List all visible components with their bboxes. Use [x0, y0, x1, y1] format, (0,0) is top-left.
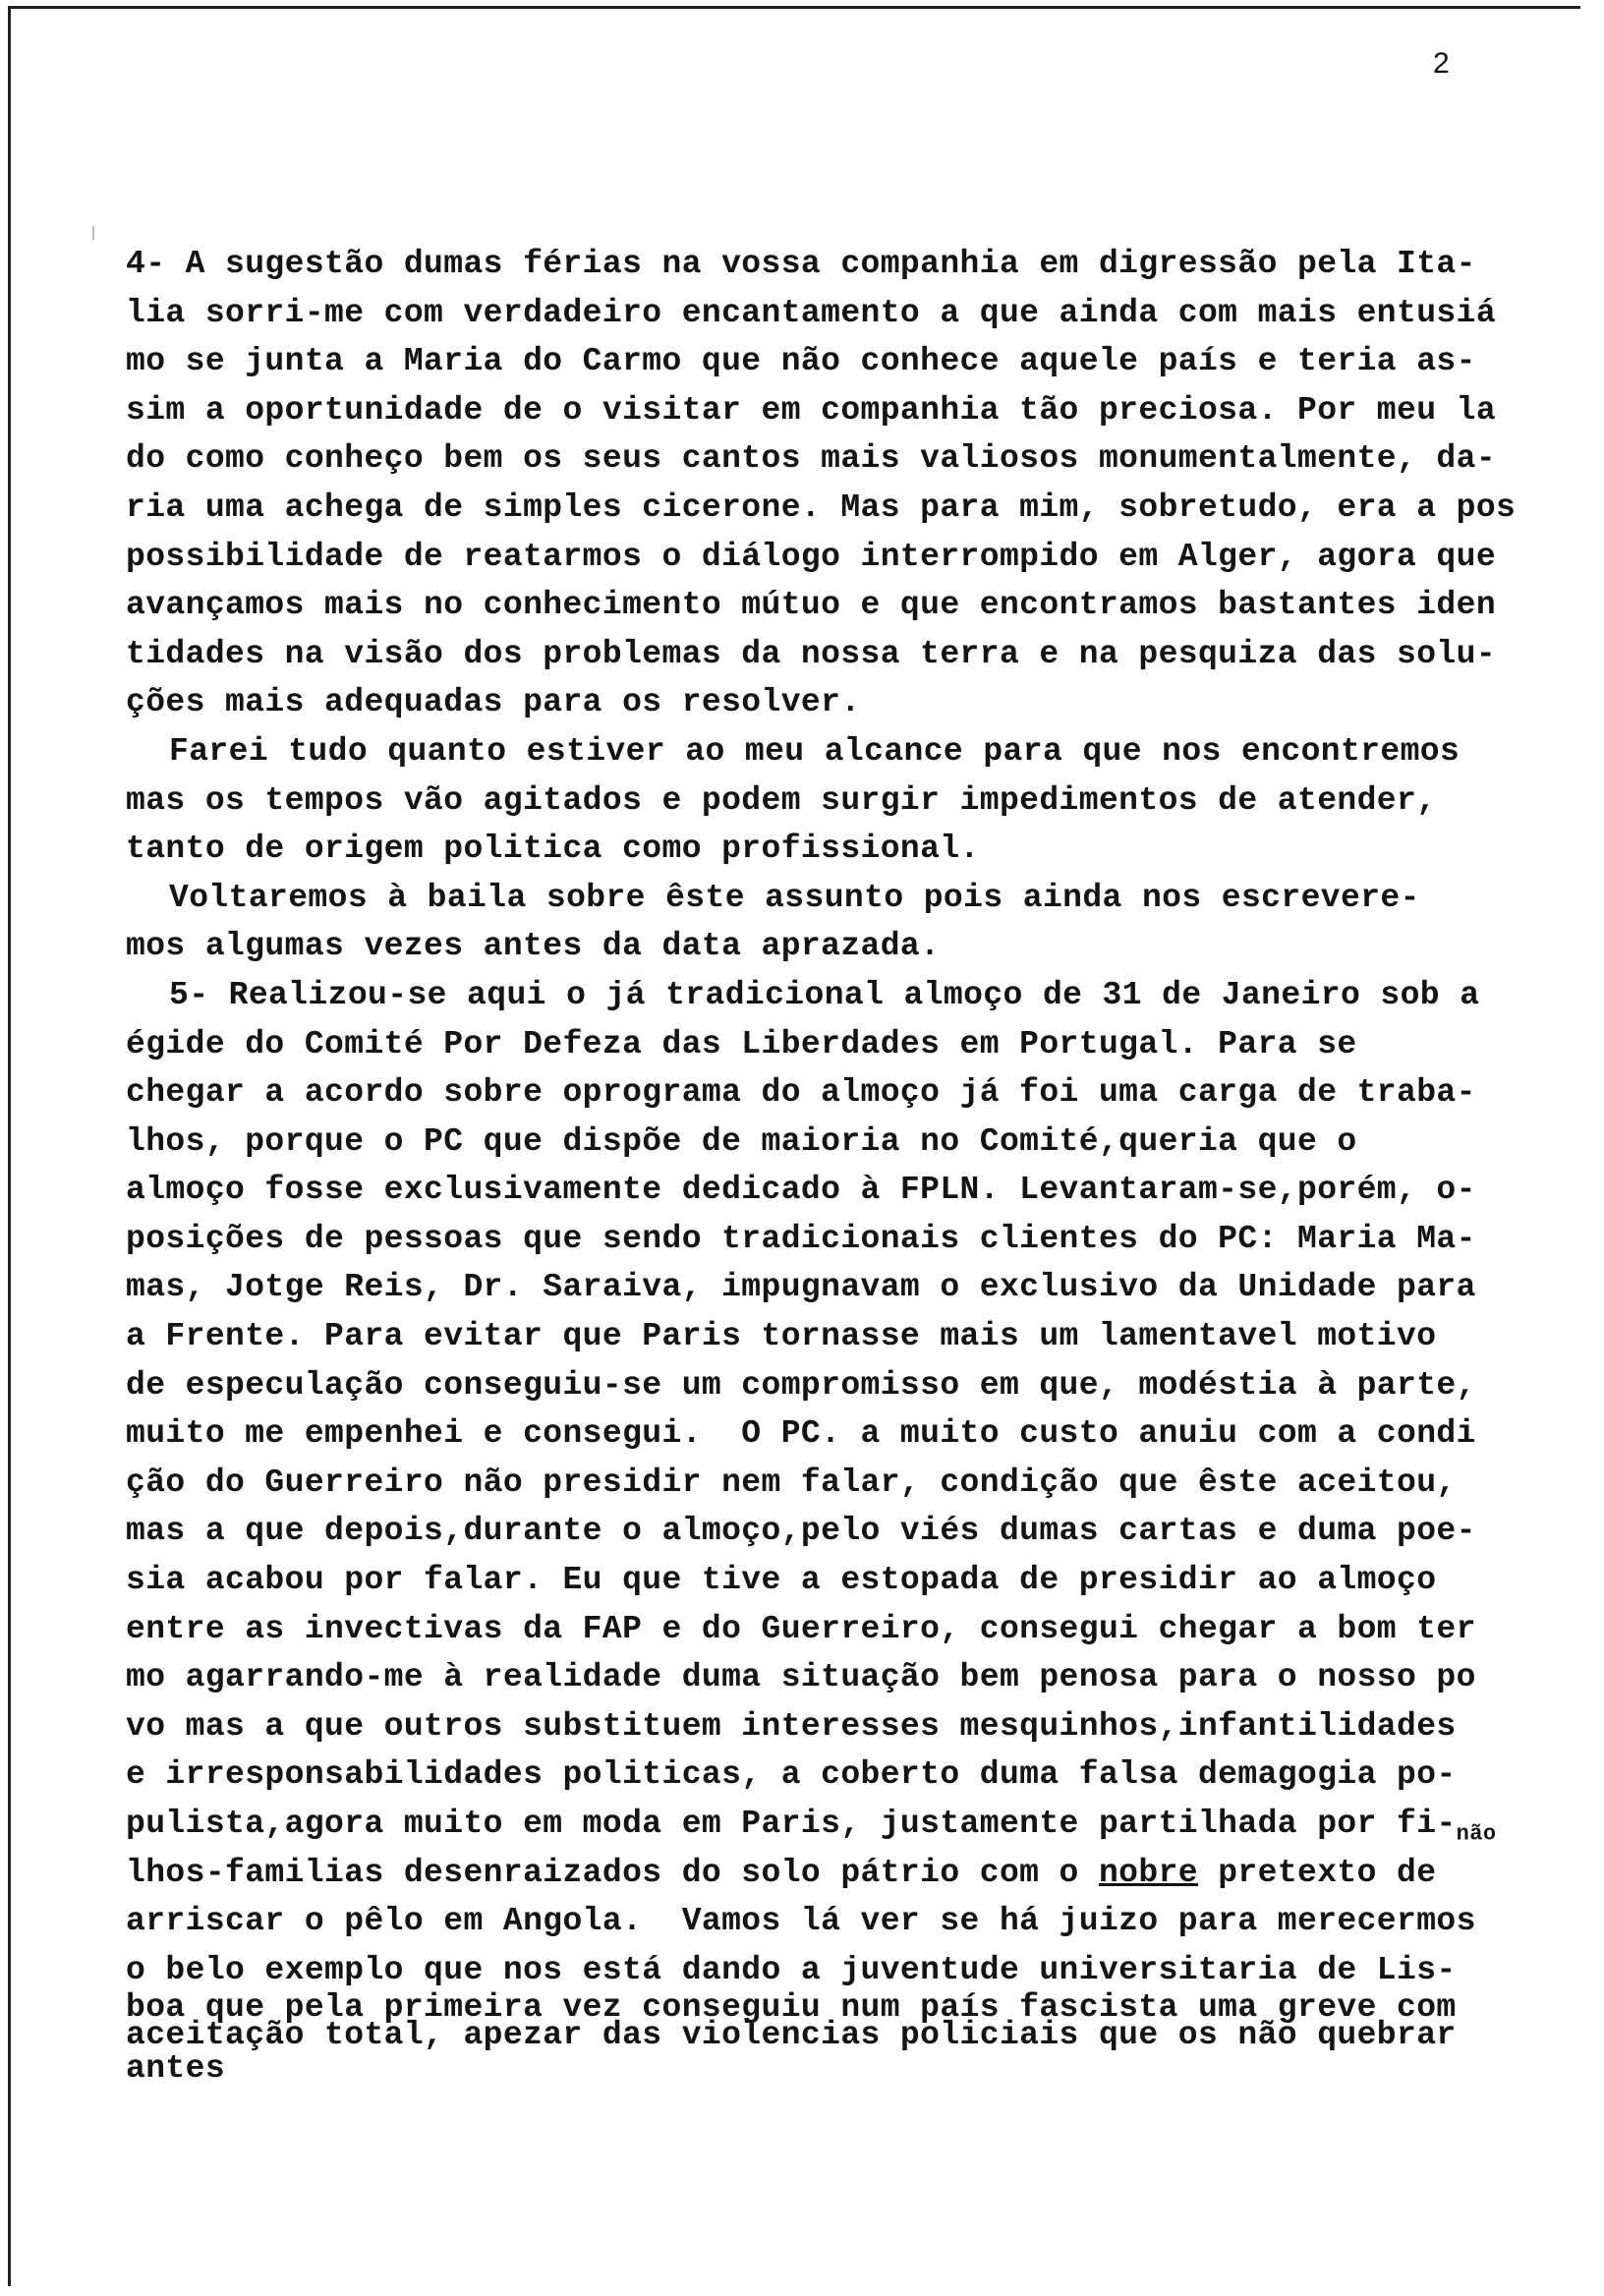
text-line: mo agarrando-me à realidade duma situação bem penosa para o nosso po — [126, 1659, 1476, 1696]
text-line: 5- Realizou-se aqui o já tradicional almoço de 31 de Janeiro sob a — [169, 976, 1480, 1013]
text-line: lia sorri-me com verdadeiro encantamento a que ainda com mais entusiá — [126, 294, 1497, 331]
text-line — [126, 1800, 1531, 1849]
text-line: ção do Guerreiro não presidir nem falar, condição que êste aceitou, — [126, 1464, 1457, 1501]
text-line: vo mas a que outros substituem interesses mesquinhos,infantilidades — [126, 1707, 1457, 1745]
text-line: antes — [126, 2050, 226, 2088]
text-line: entre as invectivas da FAP e do Guerreiro, consegui chegar a bom ter — [126, 1610, 1476, 1647]
text-line: égide do Comité Por Defeza das Liberdades em Portugal. Para se — [126, 1025, 1357, 1062]
text-line: posições de pessoas que sendo tradicionais clientes do PC: Maria Ma- — [126, 1220, 1476, 1257]
text-line: mo se junta a Maria do Carmo que não conhece aquele país e teria as- — [126, 343, 1476, 380]
text-line: do como conheço bem os seus cantos mais valiosos monumentalmente, da- — [126, 440, 1497, 478]
text-line: mas a que depois,durante o almoço,pelo viés dumas cartas e duma poe- — [126, 1513, 1476, 1550]
text-line: avançamos mais no conhecimento mútuo e que encontramos bastantes iden — [126, 587, 1497, 624]
text-line: tanto de origem politica como profissional. — [126, 831, 980, 868]
text-line-segment: pulista,agora muito em moda em Paris, justamente partilhada por fi- — [126, 1806, 1457, 1842]
text-line: de especulação conseguiu-se um compromisso em que, modéstia à parte, — [126, 1366, 1476, 1404]
text-line: arriscar o pêlo em Angola. Vamos lá ver se há juizo para merecermos — [126, 1903, 1476, 1940]
text-line: possibilidade de reatarmos o diálogo interrompido em Alger, agora que — [126, 538, 1497, 575]
text-line: sim a oportunidade de o visitar em companhia tão preciosa. Por meu la — [126, 391, 1497, 429]
text-line: e irresponsabilidades politicas, a coberto duma falsa demagogia po- — [126, 1756, 1457, 1794]
text-line: tidades na visão dos problemas da nossa terra e na pesquiza das solu- — [126, 635, 1497, 672]
text-line: mas, Jotge Reis, Dr. Saraiva, impugnavam o exclusivo da Unidade para — [126, 1269, 1476, 1306]
text-line: o belo exemplo que nos está dando a juventude universitaria de Lis- — [126, 1951, 1457, 1988]
text-line: a Frente. Para evitar que Paris tornasse mais um lamentavel motivo — [126, 1318, 1437, 1355]
typed-letter-body — [126, 240, 1531, 2089]
text-line-segment: lhos-familias desenraizados do solo pátrio com o — [126, 1854, 1099, 1891]
margin-mark — [92, 226, 94, 240]
text-line: boa que pela primeira vez conseguiu num país fascista uma greve com — [126, 1989, 1457, 2027]
text-line: mas os tempos vão agitados e podem surgir impedimentos de atender, — [126, 781, 1437, 819]
text-line: ções mais adequadas para os resolver. — [126, 684, 861, 721]
text-line: Farei tudo quanto estiver ao meu alcance para que nos encontremos — [169, 732, 1461, 770]
text-line-segment: pretexto de — [1198, 1854, 1437, 1891]
text-line: aceitação total, apezar das violencias policiais que os não quebrar — [126, 2017, 1457, 2054]
text-line: 4- A sugestão dumas férias na vossa companhia em digressão pela Ita- — [126, 246, 1476, 282]
text-line: chegar a acordo sobre oprograma do almoço já foi uma carga de traba- — [126, 1074, 1476, 1112]
text-line: Voltaremos à baila sobre êste assunto pois ainda nos escrevere- — [169, 879, 1420, 916]
underlined-word: nobre — [1098, 1854, 1198, 1891]
text-line: ria uma achega de simples cicerone. Mas para mim, sobretudo, era a pos — [126, 488, 1517, 526]
text-line: lhos, porque o PC que dispõe de maioria no Comité,queria que o — [126, 1122, 1357, 1160]
text-line: muito me empenhei e consegui. O PC. a muito custo anuiu com a condi — [126, 1415, 1476, 1453]
page-border-left — [8, 6, 11, 2286]
text-line: sia acabou por falar. Eu que tive a estopada de presidir ao almoço — [126, 1562, 1437, 1599]
text-line — [126, 1849, 1531, 1898]
page-number: 2 — [1433, 47, 1450, 80]
page-border-top — [8, 6, 1580, 9]
superscript-correction: não — [1456, 1821, 1497, 1847]
text-line: mos algumas vezes antes da data aprazada. — [126, 928, 941, 965]
text-line: almoço fosse exclusivamente dedicado à FPLN. Levantaram-se,porém, o- — [126, 1172, 1476, 1209]
